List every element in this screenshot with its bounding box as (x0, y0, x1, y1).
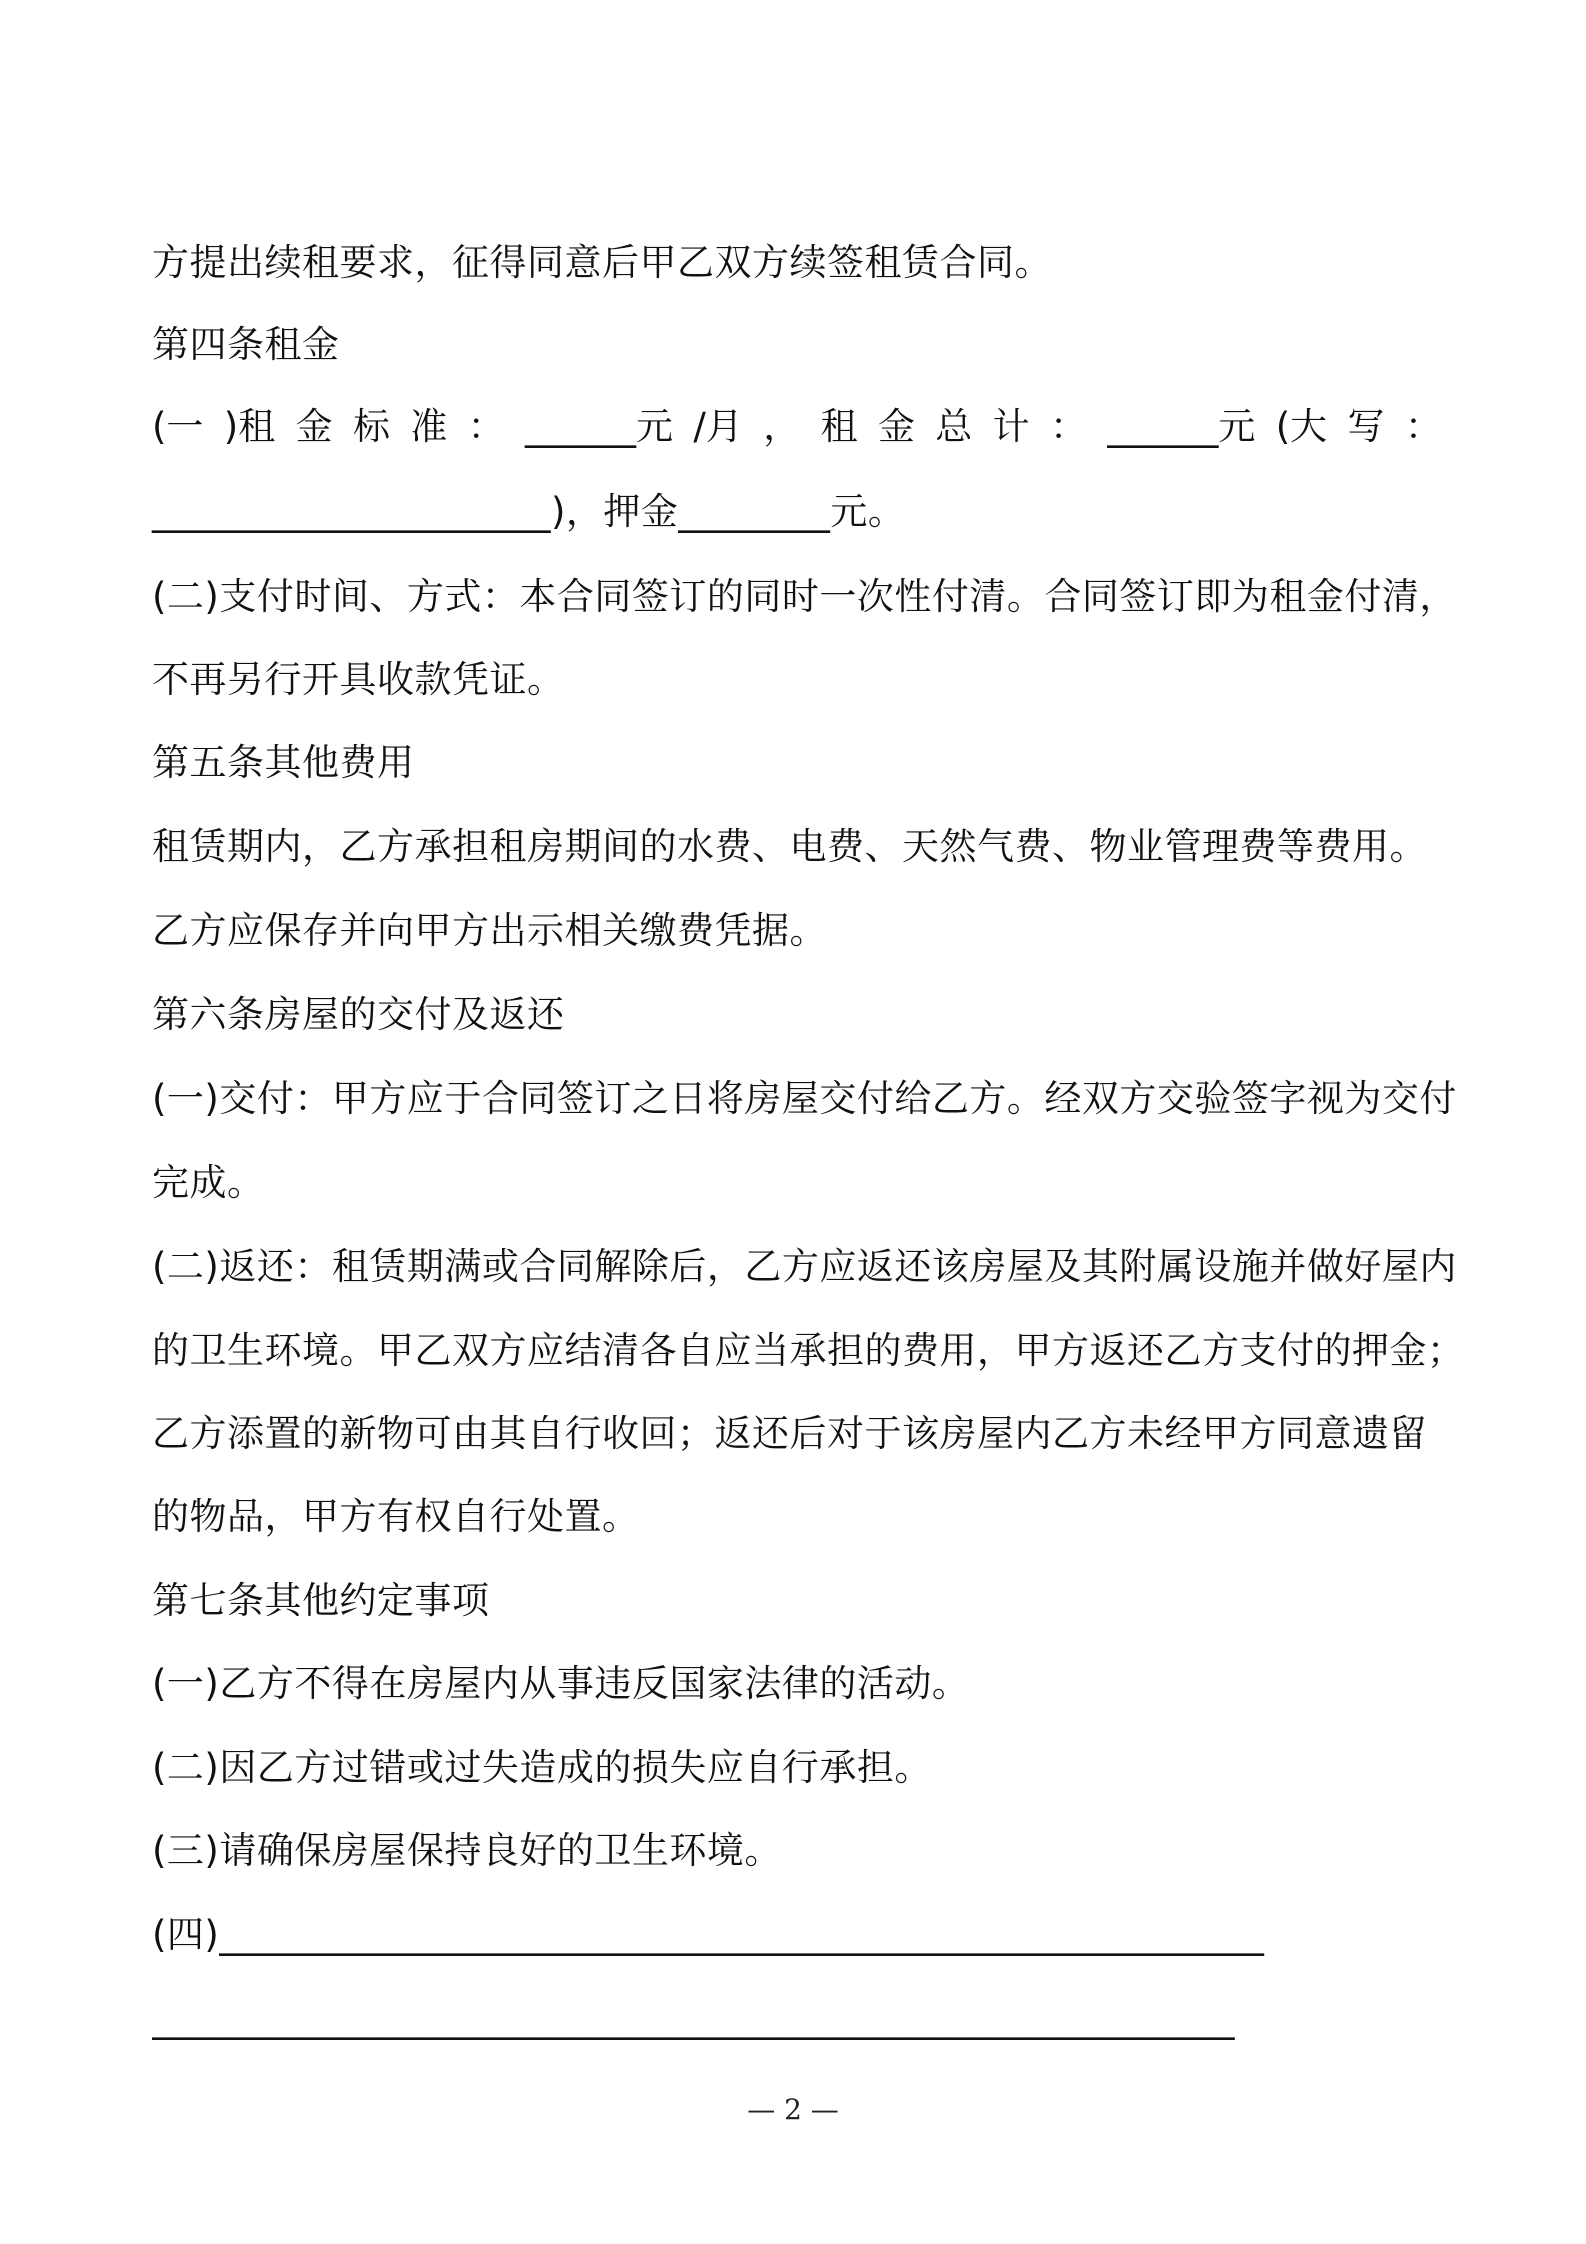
rent-token: ： (1050, 405, 1088, 448)
text-line-20: (三)请确保房屋保持良好的卫生环境。 (152, 1829, 782, 1872)
text-line-8: 租赁期内，乙方承担租房期间的水费、电费、天然气费、物业管理费等费用。 (152, 825, 1427, 868)
heading-article-5: 第五条其他费用 (152, 741, 415, 784)
rent-token: ， (763, 405, 801, 448)
page-number: — 2 — (747, 2093, 839, 2126)
text-line-6: 不再另行开具收款凭证。 (152, 658, 565, 701)
text-line-1: 方提出续租要求，征得同意后甲乙双方续签租赁合同。 (152, 241, 1052, 284)
rent-token: 租 (820, 405, 858, 448)
rent-standard-line (152, 402, 1442, 452)
heading-article-7: 第七条其他约定事项 (152, 1579, 490, 1622)
rent-token: ______元 (1107, 405, 1256, 448)
rent-token: ______元 (525, 405, 674, 448)
rent-token: 计 (992, 405, 1030, 448)
rent-token: (大 (1275, 405, 1328, 448)
rent-token: 总 (935, 405, 973, 448)
rent-token: (一 (152, 405, 204, 448)
text-line-19: (二)因乙方过错或过失造成的损失应自行承担。 (152, 1746, 932, 1789)
text-line-21: (四)_______________________________________________________ (152, 1913, 1265, 1956)
text-line-14: 的卫生环境。甲乙双方应结清各自应当承担的费用，甲方返还乙方支付的押金； (152, 1329, 1465, 1372)
heading-article-6: 第六条房屋的交付及返还 (152, 993, 565, 1036)
rent-token: /月 (693, 405, 743, 448)
heading-article-4: 第四条租金 (152, 323, 340, 366)
rent-token: ： (1404, 405, 1442, 448)
rent-token: 金 (295, 405, 333, 448)
text-line-22: _________________________________________________________ (152, 1997, 1235, 2040)
text-line-4: _____________________)，押金________元。 (152, 490, 906, 533)
text-line-16: 的物品，甲方有权自行处置。 (152, 1495, 640, 1538)
rent-token: ： (467, 405, 505, 448)
rent-token: 金 (877, 405, 915, 448)
rent-token: 标 (352, 405, 390, 448)
text-line-9: 乙方应保存并向甲方出示相关缴费凭据。 (152, 909, 827, 952)
rent-token: 准 (410, 405, 448, 448)
text-line-18: (一)乙方不得在房屋内从事违反国家法律的活动。 (152, 1662, 970, 1705)
text-line-11: (一)交付：甲方应于合同签订之日将房屋交付给乙方。经双方交验签字视为交付 (152, 1077, 1457, 1120)
rent-token: 写 (1347, 405, 1385, 448)
rent-token: )租 (223, 405, 276, 448)
text-line-15: 乙方添置的新物可由其自行收回；返还后对于该房屋内乙方未经甲方同意遗留 (152, 1412, 1427, 1455)
text-line-13: (二)返还：租赁期满或合同解除后，乙方应返还该房屋及其附属设施并做好屋内 (152, 1245, 1457, 1288)
text-line-12: 完成。 (152, 1161, 265, 1204)
text-line-5: (二)支付时间、方式：本合同签订的同时一次性付清。合同签订即为租金付清， (152, 575, 1457, 618)
